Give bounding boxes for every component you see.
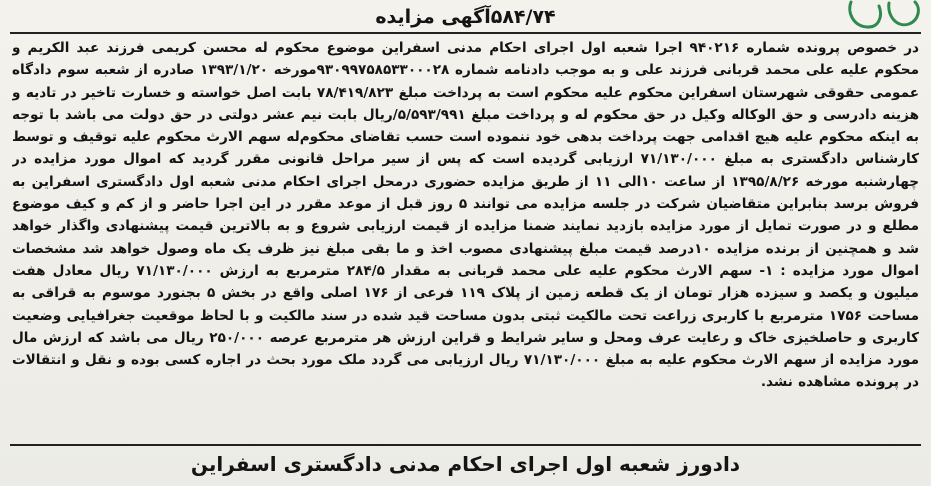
notice-signature: دادورز شعبه اول اجرای احکام مدنی دادگستری اسفراین (190, 452, 741, 476)
notice-body: در خصوص پرونده شماره ۹۴۰۲۱۶ اجرا شعبه اول اجرای احکام مدنی اسفراین موضوع محکوم له محسن کریمی فرزند عبد الکریم و محکوم علیه علی محمد قربانی فرزند علی و به موجب دادنامه شماره ۹۳۰۹۹۷۵۸۵۳۳۰۰۰۲۸مورخه ۱۳۹۳/۱/۲۰ صادره از شعبه سوم دادگاه عمومی حقوقی شهرستان اسفراین محکوم علیه محکوم است به پرداخت مبلغ ۷۸/۴۱۹/۸۲۳ بابت اصل خواسته و خسارت تاخیر در تادیه و هزینه دادرسی و حق الوکاله وکیل در حق محکوم له و پرداخت مبلغ ۵/۵۹۳/۹۹۱/ریال بابت نیم عشر دولتی در حق دولت می باشد با توجه به اینکه محکوم علیه هیچ اقدامی جهت پرداخت بدهی خود ننموده است حسب تقاضای محکوم‌له سهم الارث محکوم علیه توقیف و توسط کارشناس دادگستری به مبلغ ۷۱/۱۳۰/۰۰۰ ارزیابی گردیده است که پس از سیر مراحل قانونی مقرر گردید که اموال مورد مزایده در چهارشنبه مورخه ۱۳۹۵/۸/۲۶ از ساعت ۱۰الی ۱۱ از طریق مزایده حضوری درمحل اجرای احکام مدنی شعبه اول دادگستری اسفراین به فروش برسد بنابراین متقاضیان شرکت در جلسه مزایده می توانند ۵ روز قبل از موعد مقرر در این اجرا حاضر و از کم و کیف موضوع مطلع و در صورت تمایل از مورد مزایده بازدید نمایند ضمنا مزایده از قیمت ارزیابی شروع و به بالاترین قیمت پیشنهادی واگذار خواهد شد و همچنین از برنده مزایده ۱۰درصد قیمت مبلغ پیشنهادی مصوب اخذ و ما بقی مبلغ نیز ظرف یک ماه وصول خواهد شد مشخصات اموال مورد مزایده : ۱- سهم الارث محکوم علیه علی محمد قربانی به مقدار ۲۸۴/۵ مترمربع به ارزش ۷۱/۱۳۰/۰۰۰ ریال معادل هفت میلیون و یکصد و سیزده هزار تومان از یک قطعه زمین از پلاک ۱۱۹ فرعی از ۱۷۶ اصلی واقع در بخش ۵ بجنورد موسوم به قراقی به مساحت ۱۷۵۶ مترمربع با کاربری زراعت تحت مالکیت ثبتی بدون مساحت قید شده در سند مالکیت و با لحاظ موقعیت جغرافیایی وضعیت کاربری و حاصلخیزی خاک و رعایت عرف ومحل و سایر شرایط و قراین ارزش هر مترمربع عرصه ۲۵۰/۰۰۰ ریال می باشد که ارزش مال مورد مزایده از سهم الارث محکوم علیه به مبلغ ۷۱/۱۳۰/۰۰۰ ریال ارزیابی می گردد ملک مورد بحث در اجاره کسی بوده و نقل و انتقالات در پرونده مشاهده نشد. (12, 40, 919, 391)
title-divider (10, 32, 921, 34)
footer-divider (10, 444, 921, 446)
notice-title: ۵۸۴/۷۴آگهی مزایده (375, 6, 556, 28)
